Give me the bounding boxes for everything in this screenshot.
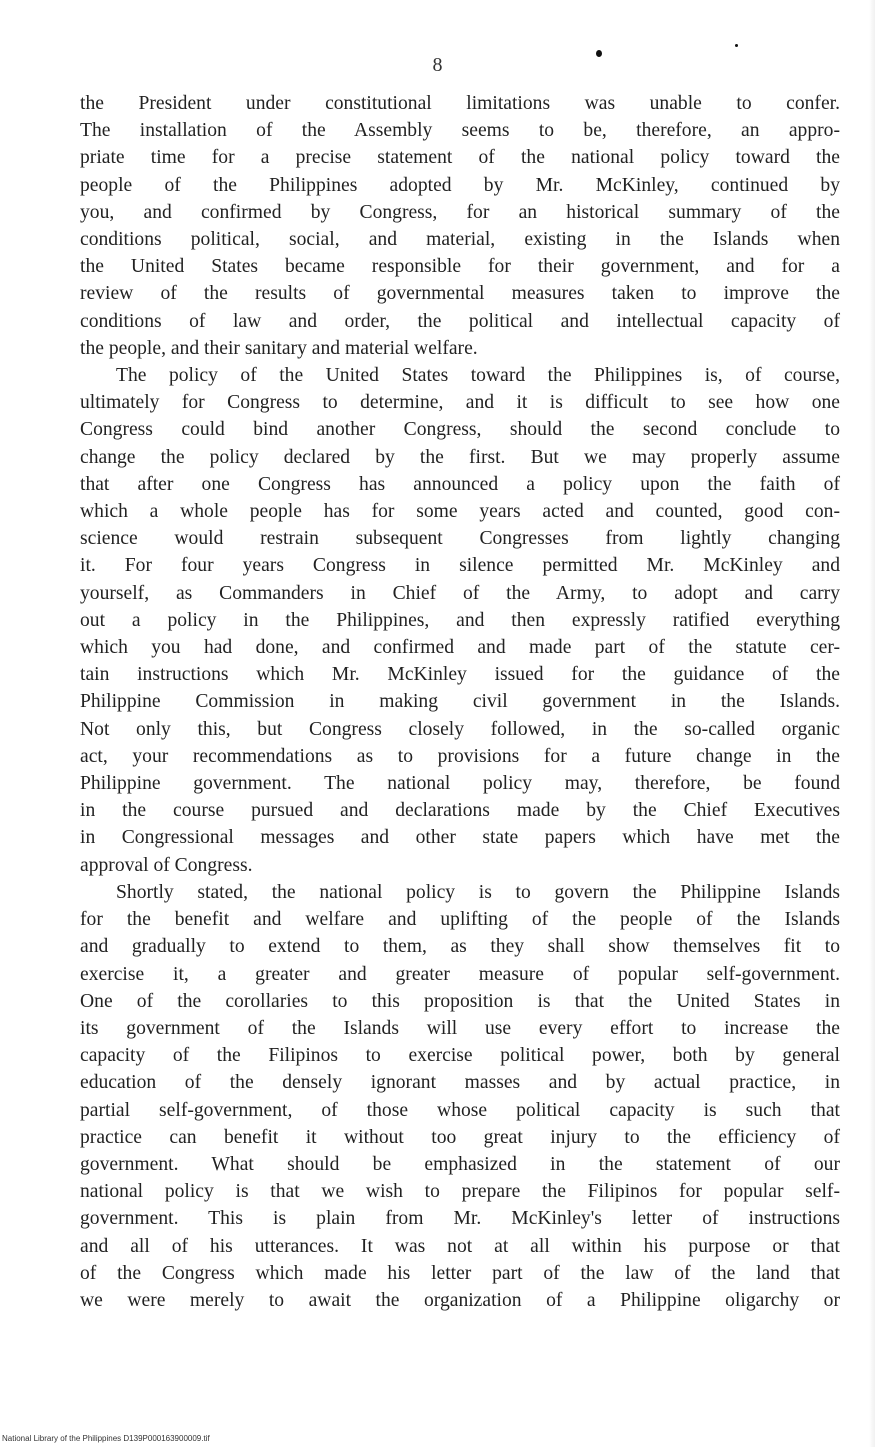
- text-line: review of the results of governmental measures taken to improve the: [80, 283, 840, 305]
- text-line: Not only this, but Congress closely followed, in the so-called organic: [80, 718, 840, 740]
- text-line: of the Congress which made his letter part of the law of the land that: [80, 1262, 840, 1284]
- text-line: One of the corollaries to this proposition is that the United States in: [80, 990, 840, 1012]
- text-line: yourself, as Commanders in Chief of the Army, to adopt and carry: [80, 582, 840, 604]
- text-line: priate time for a precise statement of the national policy toward the: [80, 147, 840, 169]
- text-line: practice can benefit it without too great injury to the efficiency of: [80, 1126, 840, 1148]
- text-line: conditions of law and order, the political and intellectual capacity of: [80, 310, 840, 332]
- text-line: exercise it, a greater and greater measure of popular self-government.: [80, 963, 840, 985]
- text-line: national policy is that we wish to prepare the Filipinos for popular self-: [80, 1181, 840, 1203]
- text-line: science would restrain subsequent Congresses from lightly changing: [80, 528, 840, 550]
- text-line: tain instructions which Mr. McKinley issued for the guidance of the: [80, 664, 840, 686]
- text-line: in Congressional messages and other state papers which have met the: [80, 827, 840, 849]
- text-line: that after one Congress has announced a policy upon the faith of: [80, 473, 840, 495]
- scan-footer-caption: National Library of the Philippines D139P000163900009.tif: [2, 1434, 210, 1443]
- text-line: act, your recommendations as to provisions for a future change in the: [80, 745, 840, 767]
- text-line: which you had done, and confirmed and made part of the statute cer-: [80, 637, 840, 659]
- text-line: Philippine Commission in making civil government in the Islands.: [80, 691, 840, 713]
- text-line: change the policy declared by the first. But we may properly assume: [80, 446, 840, 468]
- text-line: for the benefit and welfare and uplifting of the people of the Islands: [80, 909, 840, 931]
- text-line: education of the densely ignorant masses and by actual practice, in: [80, 1072, 840, 1094]
- text-line: approval of Congress.: [80, 854, 253, 876]
- text-line: you, and confirmed by Congress, for an historical summary of the: [80, 201, 840, 223]
- page-edge-shadow: [869, 0, 875, 1447]
- page-number: 8: [432, 54, 443, 76]
- text-line: the United States became responsible for their government, and for a: [80, 256, 840, 278]
- text-line: the people, and their sanitary and material welfare.: [80, 337, 478, 359]
- text-line: out a policy in the Philippines, and then expressly ratified everything: [80, 609, 840, 631]
- text-line: it. For four years Congress in silence permitted Mr. McKinley and: [80, 555, 840, 577]
- text-line: partial self-government, of those whose political capacity is such that: [80, 1099, 840, 1121]
- text-line: Shortly stated, the national policy is to govern the Philippine Islands: [116, 881, 840, 903]
- text-line: and all of his utterances. It was not at all within his purpose or that: [80, 1235, 840, 1257]
- text-line: which a whole people has for some years acted and counted, good con-: [80, 501, 840, 523]
- text-line: people of the Philippines adopted by Mr. McKinley, continued by: [80, 174, 840, 196]
- text-line: The installation of the Assembly seems to be, therefore, an appro-: [80, 120, 840, 142]
- body-text: [80, 90, 840, 1314]
- text-line: government. What should be emphasized in the statement of our: [80, 1153, 840, 1175]
- text-line: government. This is plain from Mr. McKinley's letter of instructions: [80, 1208, 840, 1230]
- text-line: and gradually to extend to them, as they shall show themselves fit to: [80, 936, 840, 958]
- text-line: conditions political, social, and material, existing in the Islands when: [80, 229, 840, 251]
- text-line: we were merely to await the organization of a Philippine oligarchy or: [80, 1289, 840, 1311]
- text-line: ultimately for Congress to determine, and it is difficult to see how one: [80, 392, 840, 414]
- scan-speck: [735, 44, 738, 47]
- text-line: Congress could bind another Congress, should the second conclude to: [80, 419, 840, 441]
- text-line: capacity of the Filipinos to exercise political power, both by general: [80, 1045, 840, 1067]
- text-line: in the course pursued and declarations made by the Chief Executives: [80, 800, 840, 822]
- text-line: the President under constitutional limitations was unable to confer.: [80, 93, 840, 114]
- text-line: Philippine government. The national policy may, therefore, be found: [80, 773, 840, 795]
- text-line: The policy of the United States toward the Philippines is, of course,: [116, 365, 840, 387]
- text-line: its government of the Islands will use every effort to increase the: [80, 1017, 840, 1039]
